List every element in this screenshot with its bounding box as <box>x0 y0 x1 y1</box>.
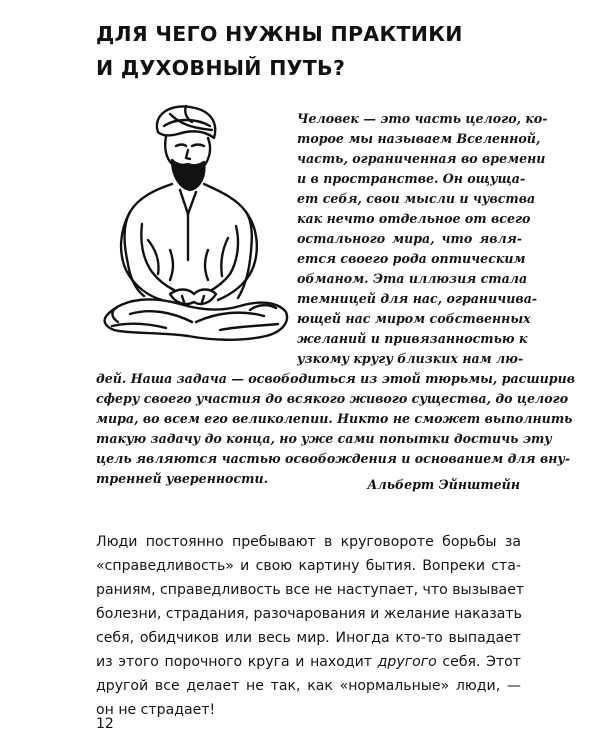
epigraph-line: ется своего рода оптическим <box>297 251 526 266</box>
body-line: раниям, справедливость все не наступает, что вызывает <box>96 582 525 598</box>
body-line: «справедливость» и свою картину бытия. Вопреки ста- <box>96 558 521 574</box>
epigraph-line: часть, ограниченная во времени <box>297 151 546 166</box>
epigraph-line: такую задачу до конца, но уже сами попытки достичь эту <box>96 431 552 446</box>
epigraph-line: торое мы называем Вселенной, <box>297 131 541 146</box>
body-line: Люди постоянно пребывают в круговороте борьбы за <box>96 534 521 550</box>
body-line-part: из этого порочного круга и находит <box>96 654 378 670</box>
body-line: другой все делает не так, как «нормальные» люди, — <box>96 678 521 694</box>
epigraph-line: Человек — это часть целого, ко- <box>297 111 548 126</box>
epigraph-line: и в пространстве. Он ощуща- <box>297 171 526 186</box>
epigraph-line: желаний и привязанностью к <box>297 331 528 346</box>
epigraph-line: ет себя, свои мысли и чувства <box>297 191 536 206</box>
body-line <box>96 650 521 674</box>
epigraph-line: дей. Наша задача — освободиться из этой тюрьмы, расширив <box>96 371 576 386</box>
epigraph-line: цель являются частью освобождения и основанием для вну- <box>96 451 571 466</box>
epigraph-line: сферу своего участия до всякого живого существа, до целого <box>96 391 569 406</box>
page-title-line-1: ДЛЯ ЧЕГО НУЖНЫ ПРАКТИКИ <box>96 22 463 46</box>
page-title-line-2: И ДУХОВНЫЙ ПУТЬ? <box>96 56 346 80</box>
page-number: 12 <box>96 716 114 732</box>
body-line: болезни, страдания, разочарования и желание наказать <box>96 606 522 622</box>
epigraph-line: остального мира, что явля- <box>297 231 522 246</box>
epigraph-line: как нечто отдельное от всего <box>297 211 531 226</box>
epigraph-line: ющей нас миром собственных <box>297 311 531 326</box>
body-line: он не страдает! <box>96 702 216 718</box>
epigraph-line: узкому кругу близких нам лю- <box>297 351 524 366</box>
epigraph-line: мира, во всем его великолепии. Никто не сможет выполнить <box>96 411 573 426</box>
epigraph-author: Альберт Эйнштейн <box>367 477 520 492</box>
body-line: себя, обидчиков или весь мир. Иногда кто-то выпадает <box>96 630 521 646</box>
emphasized-word: другого <box>377 654 437 670</box>
epigraph-line: темницей для нас, ограничива- <box>297 291 538 306</box>
body-line-part: себя. Этот <box>436 654 521 670</box>
epigraph-line: тренней уверенности. <box>96 471 268 486</box>
epigraph-line: обманом. Эта иллюзия стала <box>297 271 528 286</box>
